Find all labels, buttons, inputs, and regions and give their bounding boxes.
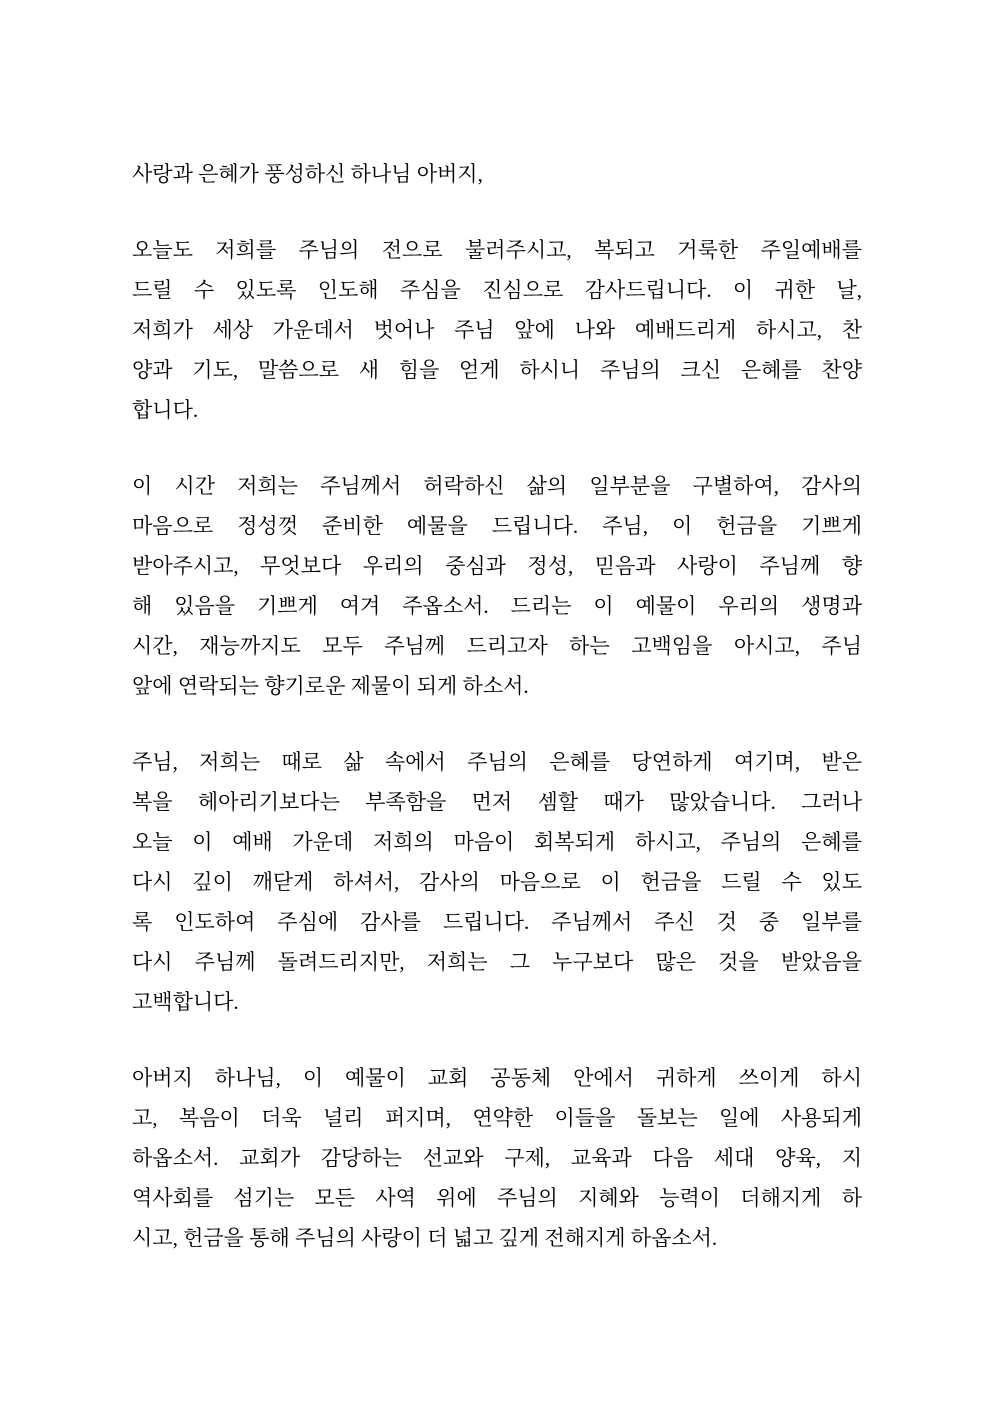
text-line: 고백합니다. <box>132 990 239 1014</box>
text-line: 시고, 헌금을 통해 주님의 사랑이 더 넓고 깊게 전해지게 하옵소서. <box>132 1226 718 1250</box>
paragraph <box>132 1058 862 1258</box>
text-line: 아버지 하나님, 이 예물이 교회 공동체 안에서 귀하게 쓰이게 하시 <box>132 1066 862 1090</box>
text-line: 역사회를 섬기는 모든 사역 위에 주님의 지혜와 능력이 더해지게 하 <box>132 1186 862 1210</box>
document-body <box>132 154 862 1258</box>
text-line: 시간, 재능까지도 모두 주님께 드리고자 하는 고백임을 아시고, 주님 <box>132 634 862 658</box>
text-line: 마음으로 정성껏 준비한 예물을 드립니다. 주님, 이 헌금을 기쁘게 <box>132 514 862 538</box>
text-line: 저희가 세상 가운데서 벗어나 주님 앞에 나와 예배드리게 하시고, 찬 <box>132 318 862 342</box>
text-line: 고, 복음이 더욱 널리 퍼지며, 연약한 이들을 돌보는 일에 사용되게 <box>132 1106 862 1130</box>
text-line: 받아주시고, 무엇보다 우리의 중심과 정성, 믿음과 사랑이 주님께 향 <box>132 554 862 578</box>
text-line: 사랑과 은혜가 풍성하신 하나님 아버지, <box>132 162 483 186</box>
text-line: 합니다. <box>132 398 199 422</box>
text-line: 록 인도하여 주심에 감사를 드립니다. 주님께서 주신 것 중 일부를 <box>132 910 862 934</box>
text-line: 해 있음을 기쁘게 여겨 주옵소서. 드리는 이 예물이 우리의 생명과 <box>132 594 862 618</box>
text-line: 오늘도 저희를 주님의 전으로 불러주시고, 복되고 거룩한 주일예배를 <box>132 238 862 262</box>
text-line: 드릴 수 있도록 인도해 주심을 진심으로 감사드립니다. 이 귀한 날, <box>132 278 862 302</box>
text-line: 하옵소서. 교회가 감당하는 선교와 구제, 교육과 다음 세대 양육, 지 <box>132 1146 862 1170</box>
text-line: 앞에 연락되는 향기로운 제물이 되게 하소서. <box>132 674 529 698</box>
text-line: 다시 주님께 돌려드리지만, 저희는 그 누구보다 많은 것을 받았음을 <box>132 950 862 974</box>
paragraph <box>132 230 862 430</box>
text-line: 복을 헤아리기보다는 부족함을 먼저 셈할 때가 많았습니다. 그러나 <box>132 790 862 814</box>
text-line: 양과 기도, 말씀으로 새 힘을 얻게 하시니 주님의 크신 은혜를 찬양 <box>132 358 862 382</box>
text-line: 이 시간 저희는 주님께서 허락하신 삶의 일부분을 구별하여, 감사의 <box>132 474 862 498</box>
text-line: 오늘 이 예배 가운데 저희의 마음이 회복되게 하시고, 주님의 은혜를 <box>132 830 862 854</box>
paragraph <box>132 742 862 1022</box>
text-line: 다시 깊이 깨닫게 하셔서, 감사의 마음으로 이 헌금을 드릴 수 있도 <box>132 870 862 894</box>
paragraph <box>132 154 862 194</box>
text-line: 주님, 저희는 때로 삶 속에서 주님의 은혜를 당연하게 여기며, 받은 <box>132 750 862 774</box>
paragraph <box>132 466 862 706</box>
